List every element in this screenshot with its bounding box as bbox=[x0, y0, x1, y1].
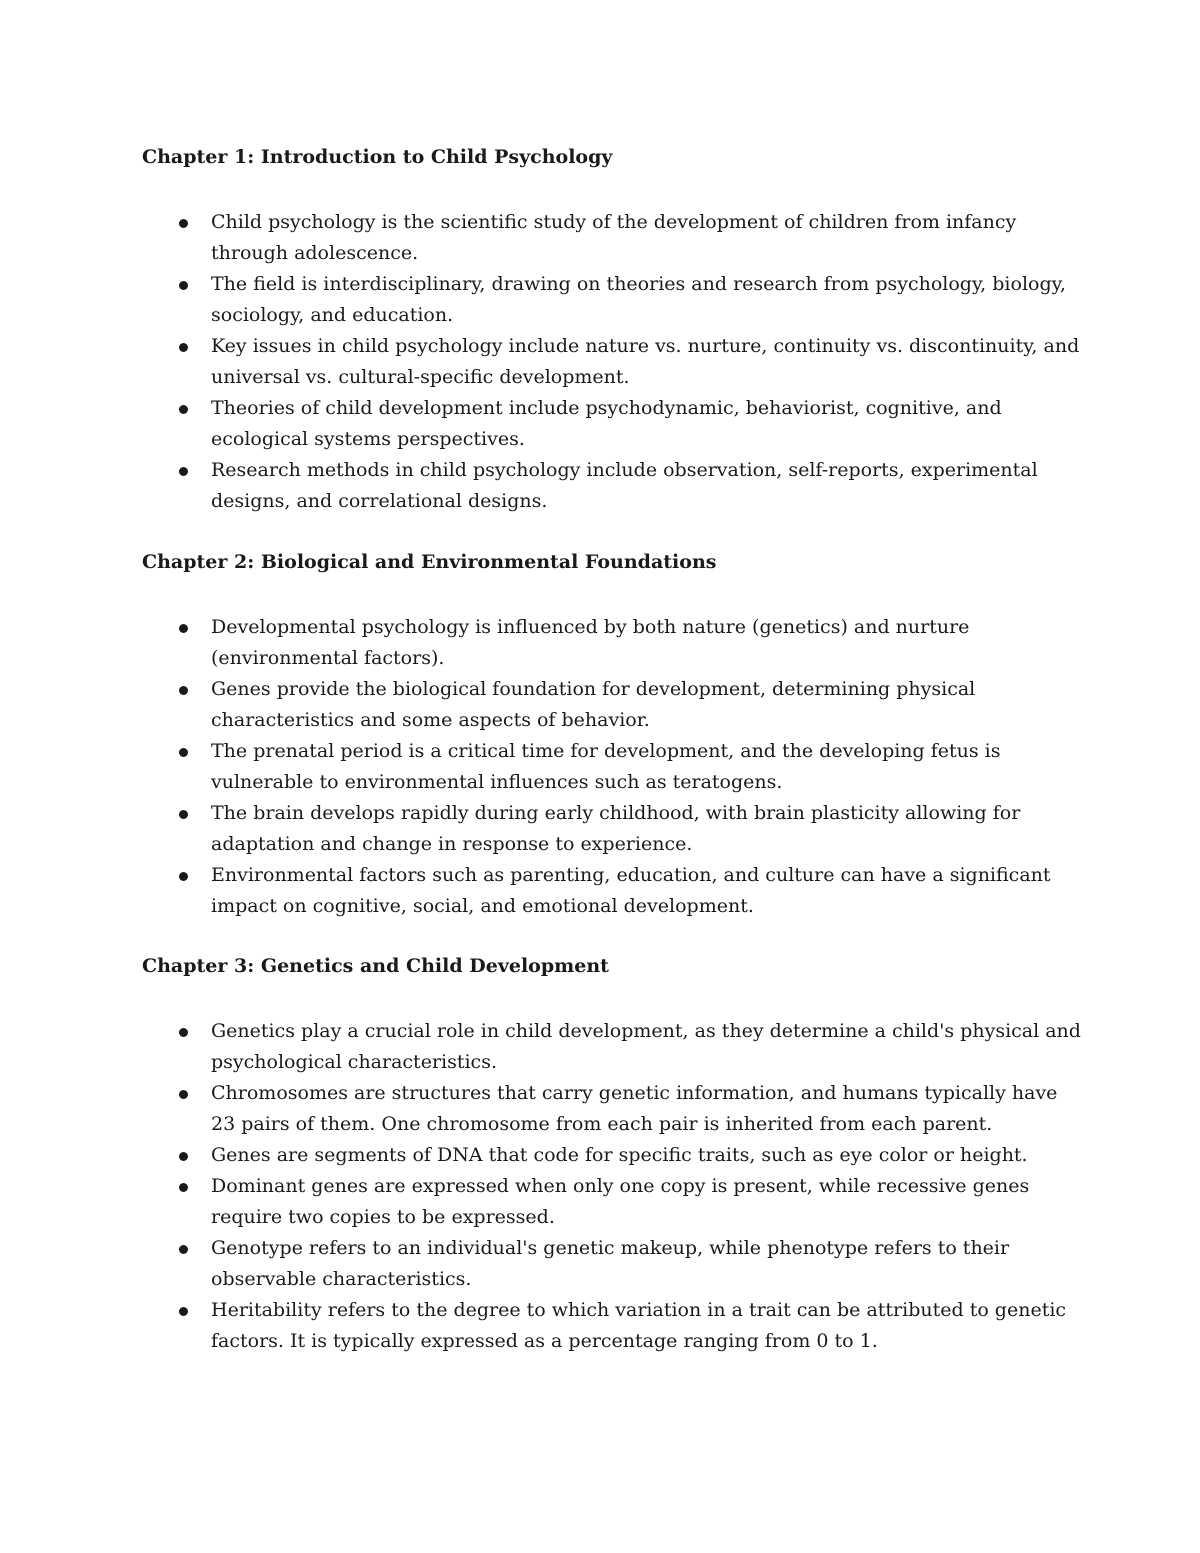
list-item bbox=[142, 1233, 1082, 1295]
list-item bbox=[142, 798, 1082, 860]
list-item-text: Genotype refers to an individual's genetic makeup, while phenotype refers to their observable characteristics. bbox=[211, 1237, 1010, 1290]
list-item-text: Environmental factors such as parenting, education, and culture can have a significant impact on cognitive, social, and emotional development. bbox=[211, 864, 1051, 917]
list-item-text: Theories of child development include psychodynamic, behaviorist, cognitive, and ecological systems perspectives. bbox=[211, 397, 1002, 450]
chapter-1-bullet-list bbox=[142, 207, 1082, 517]
list-item bbox=[142, 736, 1082, 798]
chapter-3-section bbox=[142, 954, 1082, 1357]
bullet-icon bbox=[179, 872, 188, 881]
chapter-2-heading: Chapter 2: Biological and Environmental Foundations bbox=[142, 551, 717, 573]
bullet-icon bbox=[179, 281, 188, 290]
list-item-text: Heritability refers to the degree to which variation in a trait can be attributed to genetic factors. It is typically expressed as a percentage ranging from 0 to 1. bbox=[211, 1299, 1067, 1352]
bullet-icon bbox=[179, 1028, 188, 1037]
list-item bbox=[142, 860, 1082, 922]
bullet-icon bbox=[179, 810, 188, 819]
list-item-text: Chromosomes are structures that carry genetic information, and humans typically have 23 pairs of them. One chromosome from each pair is inherited from each parent. bbox=[211, 1082, 1058, 1135]
bullet-icon bbox=[179, 1245, 188, 1254]
list-item bbox=[142, 269, 1082, 331]
list-item bbox=[142, 331, 1082, 393]
chapter-1-section bbox=[142, 145, 1082, 517]
bullet-icon bbox=[179, 1307, 188, 1316]
bullet-icon bbox=[179, 686, 188, 695]
list-item bbox=[142, 393, 1082, 455]
bullet-icon bbox=[179, 343, 188, 352]
list-item-text: Key issues in child psychology include nature vs. nurture, continuity vs. discontinuity, and universal vs. cultural-specific development. bbox=[211, 335, 1080, 388]
list-item-text: The brain develops rapidly during early childhood, with brain plasticity allowing for adaptation and change in response to experience. bbox=[211, 802, 1021, 855]
chapter-3-heading: Chapter 3: Genetics and Child Development bbox=[142, 955, 609, 977]
list-item-text: Research methods in child psychology include observation, self-reports, experimental designs, and correlational designs. bbox=[211, 459, 1038, 512]
list-item-text: Child psychology is the scientific study of the development of children from infancy through adolescence. bbox=[211, 211, 1017, 264]
bullet-icon bbox=[179, 405, 188, 414]
list-item bbox=[142, 1295, 1082, 1357]
list-item bbox=[142, 1016, 1082, 1078]
list-item bbox=[142, 1140, 1082, 1171]
bullet-icon bbox=[179, 467, 188, 476]
bullet-icon bbox=[179, 1183, 188, 1192]
bullet-icon bbox=[179, 748, 188, 757]
list-item bbox=[142, 455, 1082, 517]
list-item bbox=[142, 1078, 1082, 1140]
bullet-icon bbox=[179, 1090, 188, 1099]
list-item bbox=[142, 612, 1082, 674]
list-item bbox=[142, 674, 1082, 736]
list-item-text: Dominant genes are expressed when only one copy is present, while recessive genes require two copies to be expressed. bbox=[211, 1175, 1030, 1228]
chapter-3-bullet-list bbox=[142, 1016, 1082, 1357]
list-item-text: The prenatal period is a critical time for development, and the developing fetus is vulnerable to environmental influences such as teratogens. bbox=[211, 740, 1001, 793]
bullet-icon bbox=[179, 624, 188, 633]
bullet-icon bbox=[179, 219, 188, 228]
bullet-icon bbox=[179, 1152, 188, 1161]
list-item-text: The field is interdisciplinary, drawing on theories and research from psychology, biology, sociology, and education. bbox=[211, 273, 1066, 326]
list-item-text: Developmental psychology is influenced by both nature (genetics) and nurture (environmental factors). bbox=[211, 616, 970, 669]
list-item-text: Genetics play a crucial role in child development, as they determine a child's physical and psychological characteristics. bbox=[211, 1020, 1081, 1073]
chapter-1-heading: Chapter 1: Introduction to Child Psychology bbox=[142, 146, 613, 168]
chapter-2-section bbox=[142, 550, 1082, 922]
list-item-text: Genes provide the biological foundation for development, determining physical characteristics and some aspects of behavior. bbox=[211, 678, 976, 731]
list-item-text: Genes are segments of DNA that code for specific traits, such as eye color or height. bbox=[211, 1144, 1028, 1166]
list-item bbox=[142, 207, 1082, 269]
list-item bbox=[142, 1171, 1082, 1233]
chapter-2-bullet-list bbox=[142, 612, 1082, 922]
